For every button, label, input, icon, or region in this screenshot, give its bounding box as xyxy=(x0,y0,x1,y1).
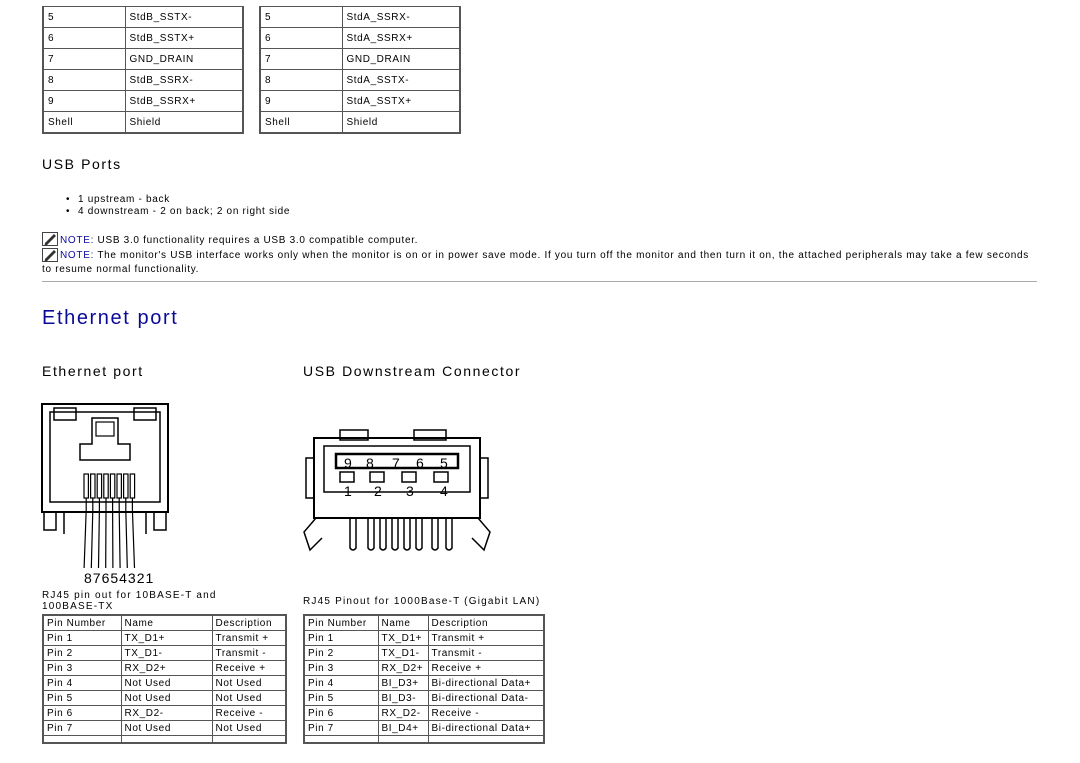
table-row xyxy=(260,70,460,91)
rj45-lead xyxy=(99,498,100,568)
rj45-contact xyxy=(117,474,121,498)
usb-leg xyxy=(404,518,410,550)
table-cell: Pin 5 xyxy=(43,691,121,706)
rj45-gigabit-caption: RJ45 Pinout for 1000Base-T (Gigabit LAN) xyxy=(303,596,541,607)
table-row xyxy=(43,721,286,736)
table-cell: 7 xyxy=(260,49,342,70)
rj45-lead xyxy=(132,498,134,568)
table-cell: Not Used xyxy=(212,721,286,736)
usb-leg xyxy=(350,518,356,550)
table-cell: GND_DRAIN xyxy=(342,49,460,70)
rj45-contact xyxy=(104,474,108,498)
table-cell: Pin 1 xyxy=(304,631,378,646)
table-row xyxy=(43,7,243,28)
note-icon xyxy=(42,248,58,262)
table-row xyxy=(304,631,544,646)
table-cell: 8 xyxy=(260,70,342,91)
table-cell: Pin 7 xyxy=(304,721,378,736)
table-cell: BI_D4+ xyxy=(378,721,428,736)
rj45-lead xyxy=(119,498,120,568)
table-cell: StdB_SSRX+ xyxy=(125,91,243,112)
usb-pin-table-right xyxy=(259,6,461,134)
usb-contact-pad xyxy=(434,472,448,482)
usb-ports-list xyxy=(64,194,290,218)
table-cell: RX_D2- xyxy=(121,706,212,721)
usb-pin-table-left xyxy=(42,6,244,134)
table-cell: RX_D2- xyxy=(378,706,428,721)
table-row xyxy=(304,646,544,661)
table-row xyxy=(304,721,544,736)
rj45-lead xyxy=(84,498,86,568)
divider xyxy=(42,281,1037,282)
usb-leg xyxy=(368,518,374,550)
table-cell: RX_D2+ xyxy=(378,661,428,676)
rj45-contact xyxy=(91,474,95,498)
table-cell: Transmit - xyxy=(428,646,544,661)
usb-pin-label: 9 xyxy=(344,455,352,471)
table-row xyxy=(304,691,544,706)
rj45-10-100-table xyxy=(42,614,287,744)
usb-pin-label: 6 xyxy=(416,455,424,471)
table-cell: Receive - xyxy=(212,706,286,721)
rj45-contact xyxy=(110,474,114,498)
table-row xyxy=(43,706,286,721)
table-cell: Pin 2 xyxy=(304,646,378,661)
column-header: Name xyxy=(121,615,212,631)
table-cell: Pin 6 xyxy=(304,706,378,721)
usb-pin-label: 1 xyxy=(344,483,352,499)
table-cell: Receive + xyxy=(212,661,286,676)
usb-pin-label: 7 xyxy=(392,455,400,471)
usb-pin-label: 2 xyxy=(374,483,382,499)
table-cell: BI_D3+ xyxy=(378,676,428,691)
table-row xyxy=(43,736,286,744)
rj45-contact xyxy=(124,474,128,498)
usb-pin-label: 5 xyxy=(440,455,448,471)
table-cell: Pin 5 xyxy=(304,691,378,706)
usb-leg xyxy=(392,518,398,550)
column-header: Description xyxy=(212,615,286,631)
table-cell: Pin 7 xyxy=(43,721,121,736)
table-row xyxy=(43,91,243,112)
table-cell: StdB_SSRX- xyxy=(125,70,243,91)
usb-pin-label: 8 xyxy=(366,455,374,471)
table-cell: Shield xyxy=(342,112,460,134)
table-cell: StdB_SSTX+ xyxy=(125,28,243,49)
table-header-row xyxy=(304,615,544,631)
table-cell: Shell xyxy=(260,112,342,134)
table-cell: Pin 2 xyxy=(43,646,121,661)
table-cell: Pin 4 xyxy=(304,676,378,691)
table-row xyxy=(43,646,286,661)
usb-contact-pad xyxy=(340,472,354,482)
table-cell: 7 xyxy=(43,49,125,70)
table-cell: Transmit - xyxy=(212,646,286,661)
list-item: • 1 upstream - back xyxy=(64,194,290,206)
table-cell: StdB_SSTX- xyxy=(125,7,243,28)
table-row xyxy=(260,91,460,112)
table-cell: Bi-directional Data+ xyxy=(428,721,544,736)
rj45-lead xyxy=(91,498,93,568)
rj45-10-100-caption: RJ45 pin out for 10BASE-T and 100BASE-TX xyxy=(42,590,217,612)
table-cell: StdA_SSRX+ xyxy=(342,28,460,49)
note-usb3: NOTE: USB 3.0 functionality requires a USB 3.0 compatible computer. xyxy=(42,230,1037,248)
table-cell: 5 xyxy=(43,7,125,28)
table-row xyxy=(260,49,460,70)
table-cell: GND_DRAIN xyxy=(125,49,243,70)
table-cell: StdA_SSRX- xyxy=(342,7,460,28)
table-cell: 6 xyxy=(260,28,342,49)
table-cell: 6 xyxy=(43,28,125,49)
table-cell: Pin 1 xyxy=(43,631,121,646)
table-cell: 9 xyxy=(43,91,125,112)
usb-leg xyxy=(432,518,438,550)
table-cell: Bi-directional Data+ xyxy=(428,676,544,691)
note-icon xyxy=(42,232,58,246)
table-cell: Receive - xyxy=(428,706,544,721)
column-header: Pin Number xyxy=(43,615,121,631)
table-cell: 8 xyxy=(43,70,125,91)
table-row xyxy=(43,661,286,676)
table-row xyxy=(304,661,544,676)
table-cell: StdA_SSTX- xyxy=(342,70,460,91)
table-row xyxy=(43,631,286,646)
table-cell: Transmit + xyxy=(212,631,286,646)
table-cell: Not Used xyxy=(121,676,212,691)
usb-ports-heading: USB Ports xyxy=(42,156,122,172)
table-cell: Pin 3 xyxy=(43,661,121,676)
rj45-contact xyxy=(97,474,101,498)
rj45-contact xyxy=(84,474,88,498)
table-cell: Not Used xyxy=(212,691,286,706)
table-row xyxy=(43,112,243,134)
table-cell: Pin 6 xyxy=(43,706,121,721)
table-cell: Transmit + xyxy=(428,631,544,646)
table-cell: Not Used xyxy=(121,721,212,736)
list-item: • 4 downstream - 2 on back; 2 on right side xyxy=(64,206,290,218)
usb-downstream-connector-diagram xyxy=(300,428,500,558)
table-row xyxy=(304,736,544,744)
usb-pin-label: 4 xyxy=(440,483,448,499)
column-header: Name xyxy=(378,615,428,631)
table-cell: TX_D1- xyxy=(378,646,428,661)
table-row xyxy=(304,706,544,721)
table-row xyxy=(260,28,460,49)
table-row xyxy=(304,676,544,691)
ethernet-port-heading: Ethernet port xyxy=(42,363,144,379)
table-cell: StdA_SSTX+ xyxy=(342,91,460,112)
table-row xyxy=(43,49,243,70)
usb-contact-pad xyxy=(402,472,416,482)
table-row xyxy=(260,112,460,134)
rj45-pin-numbers: 87654321 xyxy=(84,570,155,586)
usb-leg xyxy=(446,518,452,550)
usb-leg xyxy=(380,518,386,550)
ethernet-title: Ethernet port xyxy=(42,307,179,329)
table-cell: 9 xyxy=(260,91,342,112)
usb-downstream-heading: USB Downstream Connector xyxy=(303,363,522,379)
table-row xyxy=(43,28,243,49)
table-cell: Pin 4 xyxy=(43,676,121,691)
table-header-row xyxy=(43,615,286,631)
rj45-contact xyxy=(130,474,134,498)
table-cell: RX_D2+ xyxy=(121,661,212,676)
table-row xyxy=(260,7,460,28)
table-cell: Pin 3 xyxy=(304,661,378,676)
table-cell: Shield xyxy=(125,112,243,134)
column-header: Description xyxy=(428,615,544,631)
rj45-lead xyxy=(126,498,128,568)
table-cell: TX_D1+ xyxy=(378,631,428,646)
table-row xyxy=(43,676,286,691)
column-header: Pin Number xyxy=(304,615,378,631)
table-cell: Not Used xyxy=(121,691,212,706)
table-cell: TX_D1- xyxy=(121,646,212,661)
table-cell: Shell xyxy=(43,112,125,134)
table-cell: 5 xyxy=(260,7,342,28)
rj45-connector-diagram xyxy=(40,400,170,572)
usb-pin-label: 3 xyxy=(406,483,414,499)
table-row xyxy=(43,691,286,706)
table-cell: Not Used xyxy=(212,676,286,691)
usb-leg xyxy=(416,518,422,550)
table-cell: TX_D1+ xyxy=(121,631,212,646)
table-cell: Receive + xyxy=(428,661,544,676)
usb-contact-pad xyxy=(370,472,384,482)
note-usb-power: NOTE: The monitor's USB interface works only when the monitor is on or in power save mode. If you turn off the monitor and then turn it on, the attached peripherals may take a few seconds to resume normal functionality. xyxy=(42,250,1029,275)
table-cell: Bi-directional Data- xyxy=(428,691,544,706)
table-cell: BI_D3- xyxy=(378,691,428,706)
table-row xyxy=(43,70,243,91)
rj45-gigabit-table xyxy=(303,614,545,744)
